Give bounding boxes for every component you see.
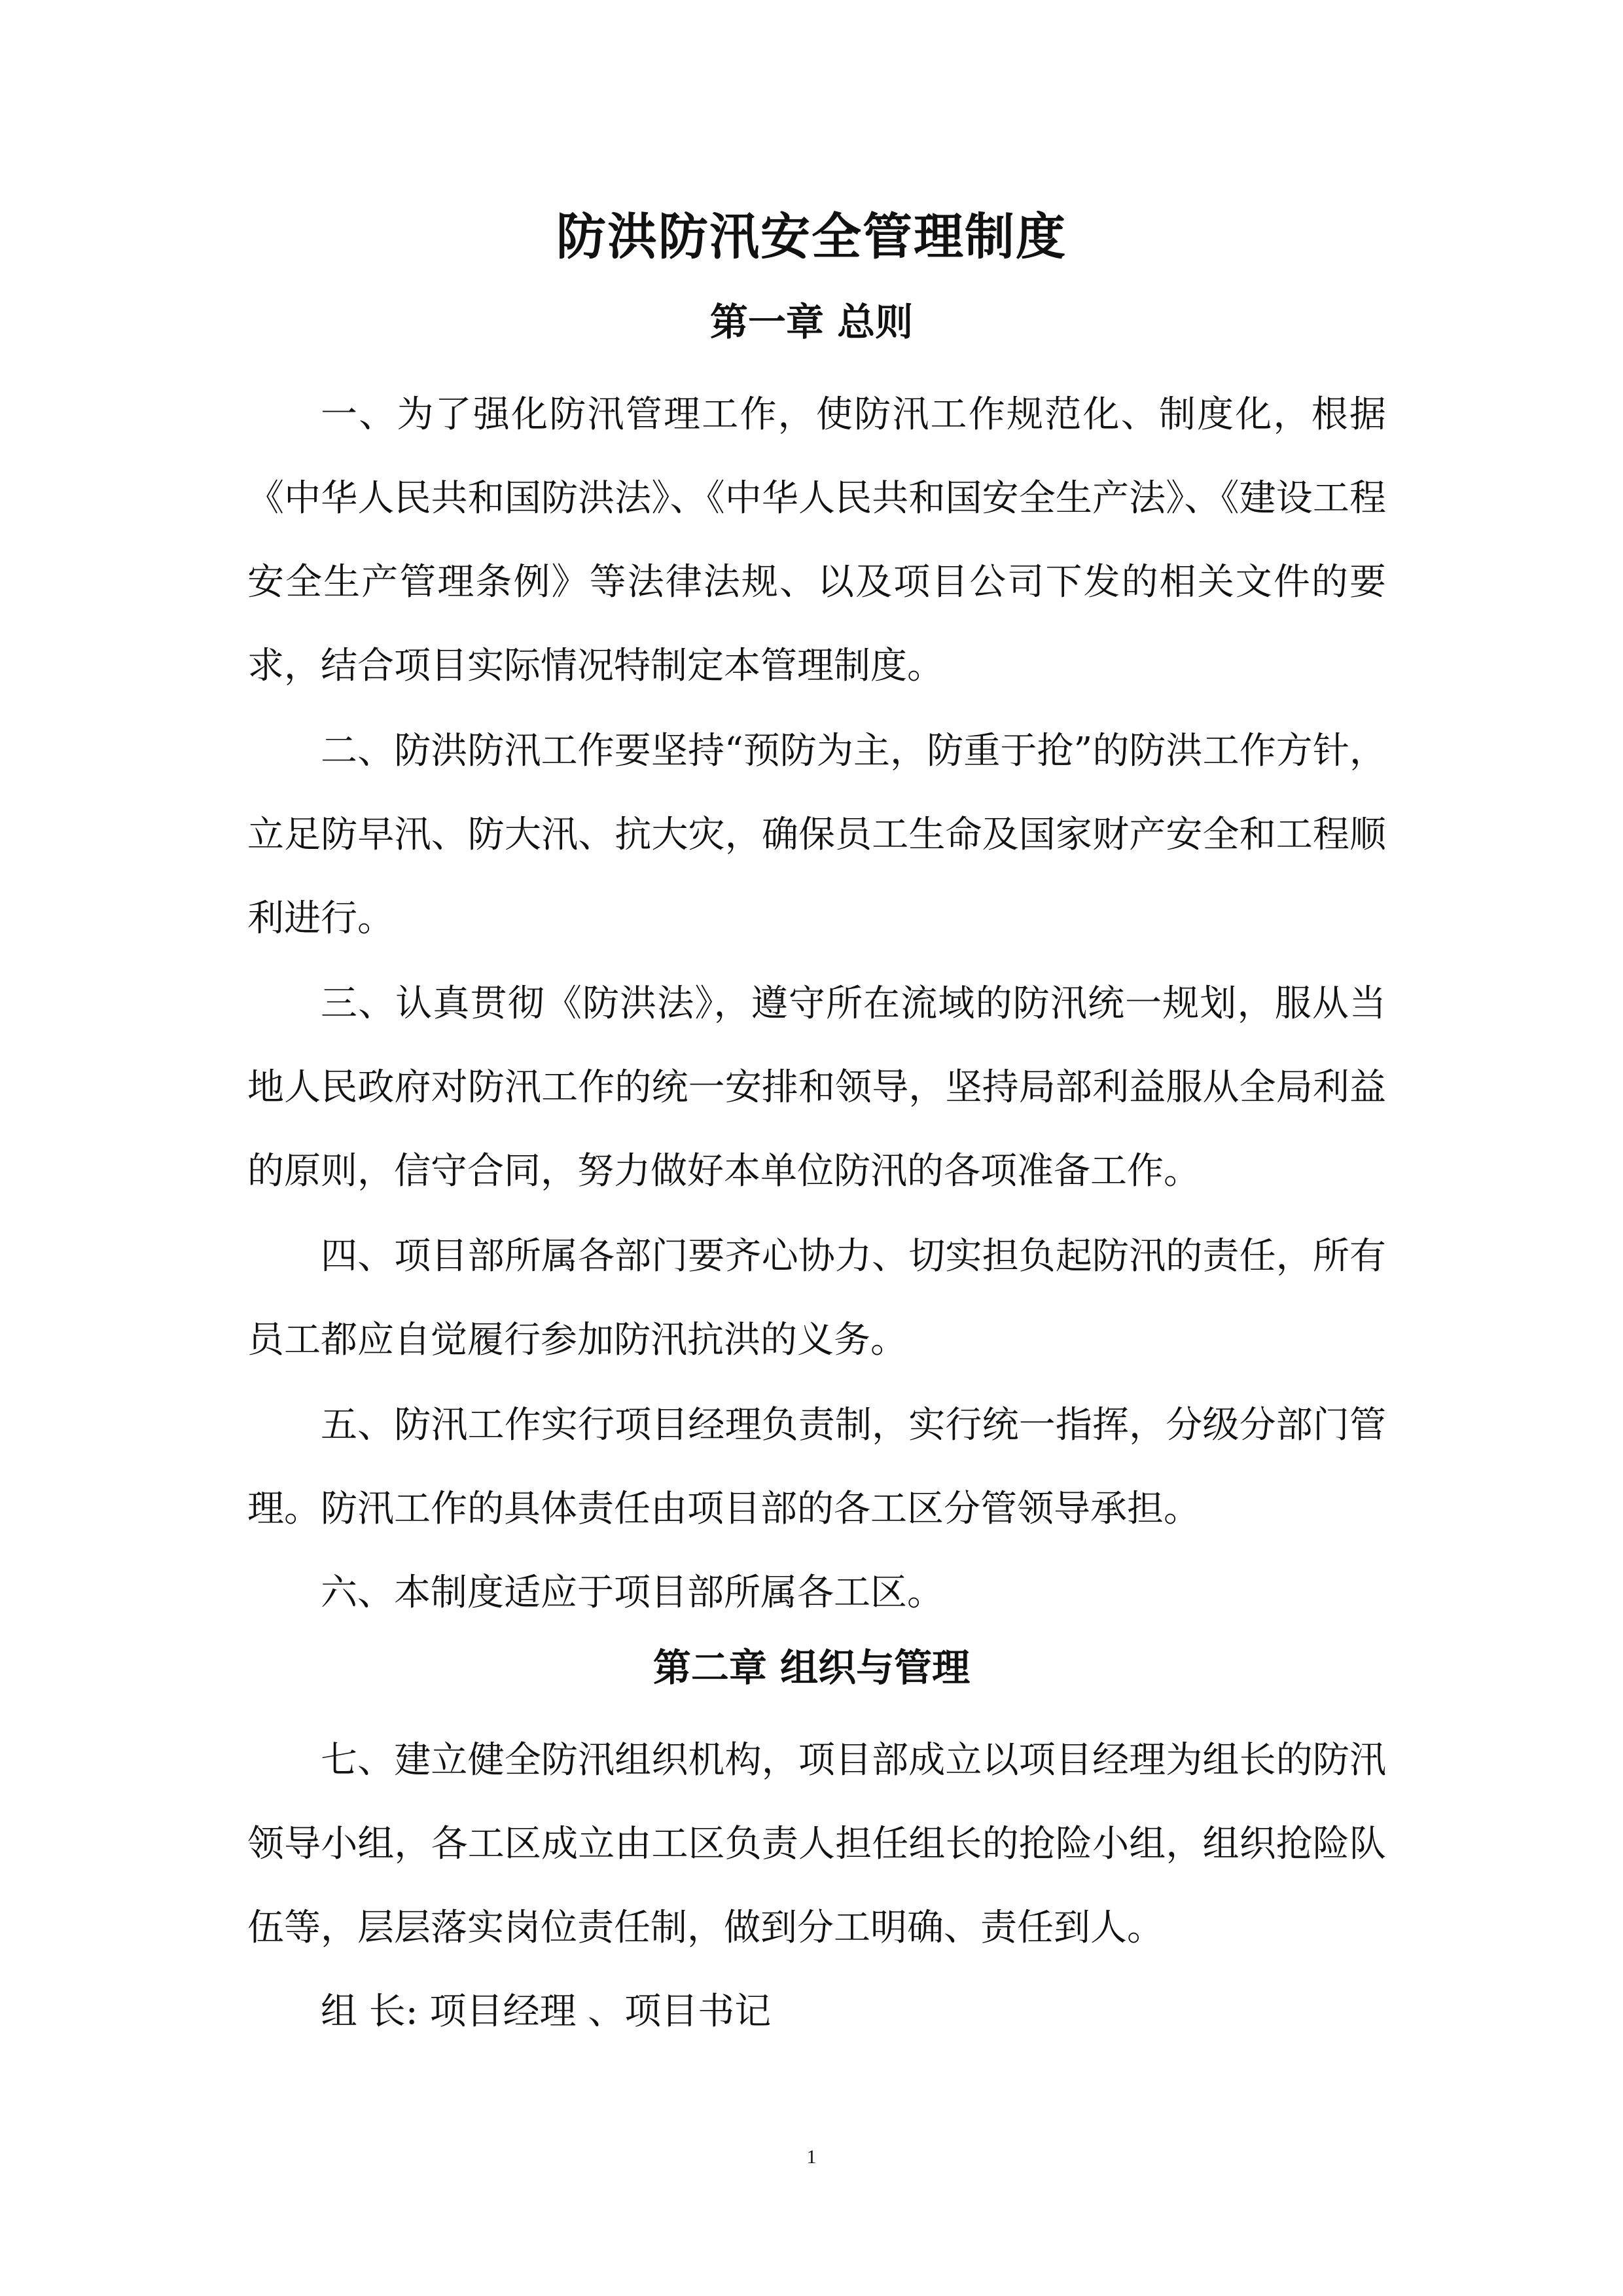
document-title: 防洪防汛安全管理制度 [556,207,1067,266]
paragraph: 组 长: 项目经理 、项目书记 [321,1990,772,2033]
paragraph: 六、本制度适应于项目部所属各工区。 [321,1571,944,1614]
page-number: 1 [806,2146,817,2168]
paragraph: 一、为了强化防汛管理工作，使防汛工作规范化、制度化，根据《中华人民共和国防洪法》、《中华人民共和国安全生产法》、《建设工程安全生产管理条例》等法律法规、以及项目公司下发的相关文件的要求，结合项目实际情况特制定本管理制度。 [247,393,1386,687]
chapter-heading: 第一章 总则 [709,300,914,344]
chapter-heading: 第二章 组织与管理 [652,1645,971,1690]
paragraph: 七、建立健全防汛组织机构，项目部成立以项目经理为组长的防汛领导小组，各工区成立由工区负责人担任组长的抢险小组，组织抢险队伍等，层层落实岗位责任制，做到分工明确、责任到人。 [247,1739,1386,1949]
paragraph: 三、认真贯彻《防洪法》，遵守所在流域的防汛统一规划，服从当地人民政府对防汛工作的统一安排和领导，坚持局部利益服从全局利益的原则，信守合同，努力做好本单位防汛的各项准备工作。 [247,982,1386,1193]
paragraph: 四、项目部所属各部门要齐心协力、切实担负起防汛的责任，所有员工都应自觉履行参加防汛抗洪的义务。 [247,1235,1386,1361]
paragraph: 二、防洪防汛工作要坚持“预防为主，防重于抢”的防洪工作方针，立足防早汛、防大汛、抗大灾，确保员工生命及国家财产安全和工程顺利进行。 [247,730,1386,940]
paragraph: 五、防汛工作实行项目经理负责制，实行统一指挥，分级分部门管理。防汛工作的具体责任由项目部的各工区分管领导承担。 [247,1404,1386,1530]
